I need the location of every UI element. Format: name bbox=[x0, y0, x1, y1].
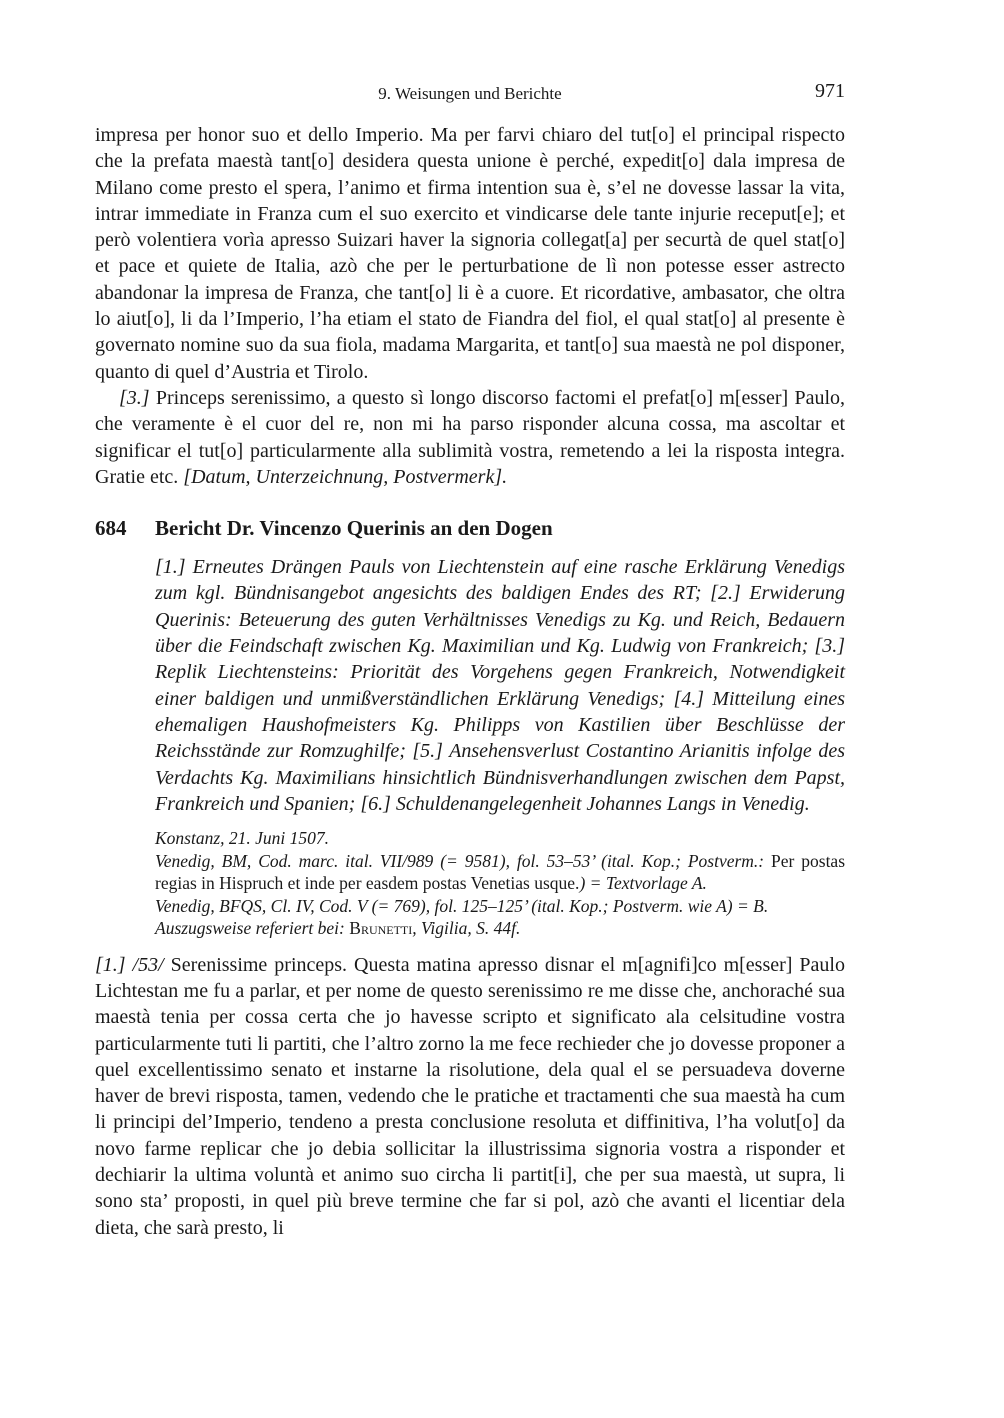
excerpt-ref: , Vigilia, S. 44f. bbox=[412, 918, 521, 939]
editorial-note: [Datum, Unterzeichnung, Postvermerk]. bbox=[183, 465, 508, 488]
source-a-postvermerk: Per postas regias in Hispruch et inde per easdem postas Venetias usque. bbox=[155, 850, 846, 894]
paragraph-3-text: Princeps serenissimo, a questo sì longo discorso factomi el prefat[o] m[esser] Paulo, che veramente è el cuor del re, non mi ha parso risponder alcuna cossa, ma ascoltar et significar el tut[o] particularmente alla sublimità vostra, remetendo a lei la risposta integra. Gratie etc. bbox=[95, 386, 845, 488]
excerpt-prefix: Auszugsweise referiert bei: bbox=[155, 918, 350, 939]
body-text: Serenissime princeps. Questa matina apresso disnar el m[agnifi]co m[esser] Paulo Lichtestan me fu a parlar, et per nome de questo serenissimo re me disse che, anchoraché sua maestà tenia per cossa certa che jo havesse scripto et significato ala celsitudine vostra particularmente tuti li partiti, che l’altro zorno la me fece rechieder che jo dovesse proponer a quel excellentissimo senato et instarne la risolutione, dela qual el se persuadeva doverne haver de brevi risposta, tamen, vedendo che le pratiche et tractamenti che sua maestà ha cum li principi del’Imperio, tendeno a presta conclusione resoluta et diffinitiva, l’ha volut[o] da novo farme replicar che jo debia sollicitar la illustrissima signoria vostra a risponder et dechiarir la ultima voluntà et animo suo circha li partit[i], che per sua maestà, ut supra, li sono sta’ proposti, in quel più breve termine che far si pol, azò che avanti el licentiar dela dieta, che sarà presto, li bbox=[95, 953, 845, 1239]
source-b: Venedig, BFQS, Cl. IV, Cod. V (= 769), fol. 125–125’ (ital. Kop.; Postverm. wie A) = B. bbox=[155, 895, 769, 916]
source-a-suffix: ) = Textvorlage A. bbox=[579, 873, 707, 894]
paragraph-continuation: impresa per honor suo et dello Imperio. Ma per farvi chiaro del tut[o] el principal rispecto che la prefata maestà tant[o] desidera questa unione è perché, expedit[o] dala impresa de Milano come presto el spera, l’animo et firma intention sua è, s’el ne dovesse lassar la vita, intrar immediate in Franza cum el suo exercito et vindicarse dele tante injurie receput[e]; et però volentiera vorìa apresso Suizari haver la signoria collegat[a] per securtà de quel stat[o] et pace et quiete de Italia, azò che per le perturbatione de lì non potesse esser astrecto abandonar la impresa de Franza, che tant[o] li è a cuore. Et ricordative, ambasator, che oltra lo aiut[o], li da l’Imperio, l’ha etiam el stato de Fiandra del fiol, el qual stat[o] al presente è governato nomine suo da sua fiola, madama Margarita, et tant[o] sua maestà ne pol disponer, quanto di quel d’Austria et Tirolo. bbox=[95, 124, 845, 383]
source-a bbox=[155, 850, 845, 895]
excerpt-reference bbox=[155, 917, 845, 940]
source-notes bbox=[155, 827, 845, 940]
source-a-text: Venedig, BM, Cod. marc. ital. VII/989 (= 9581), fol. 53–53’ (ital. Kop.; Postverm.: bbox=[155, 850, 772, 871]
document-summary: [1.] Erneutes Drängen Pauls von Liechtenstein auf eine rasche Erklärung Venedigs zum kgl. Bündnisangebot angesichts des baldigen Endes des RT; [2.] Erwiderung Querinis: Beteuerung des guten Verhältnisses Venedigs zu Kg. und Reich, Bedauern über die Feindschaft zwischen Kg. Maximilian und Kg. Ludwig von Frankreich; [3.] Replik Liechtensteins: Priorität des Vorgehens gegen Frankreich, Notwendigkeit einer baldigen und unmißverständlichen Erklärung Venedigs; [4.] Mitteilung eines ehemaligen Haushofmeisters Kg. Philipps von Kastilien über Beschlüsse der Reichsstände zur Romzughilfe; [5.] Ansehensverlust Costantino Arianitis infolge des Verdachts Kg. Maximilians hinsichtlich Bündnisverhandlungen zwischen dem Papst, Frankreich und Spanien; [6.] Schuldenangelegenheit Johannes Langs in Venedig. bbox=[155, 556, 845, 815]
body-marker: [1.] /53/ bbox=[95, 953, 164, 976]
excerpt-author: Brunetti bbox=[349, 918, 413, 939]
document-body bbox=[95, 952, 845, 1241]
section-marker: [3.] bbox=[119, 386, 150, 409]
running-head: 9. Weisungen und Berichte bbox=[378, 84, 562, 103]
page-header bbox=[95, 78, 845, 108]
document-heading bbox=[95, 514, 845, 542]
paragraph-3 bbox=[95, 385, 845, 490]
page bbox=[95, 78, 845, 1241]
document-number: 684 bbox=[95, 516, 127, 541]
document-date: Konstanz, 21. Juni 1507. bbox=[155, 828, 330, 849]
document-title: Bericht Dr. Vincenzo Querinis an den Dogen bbox=[155, 516, 553, 541]
page-number: 971 bbox=[815, 80, 845, 102]
